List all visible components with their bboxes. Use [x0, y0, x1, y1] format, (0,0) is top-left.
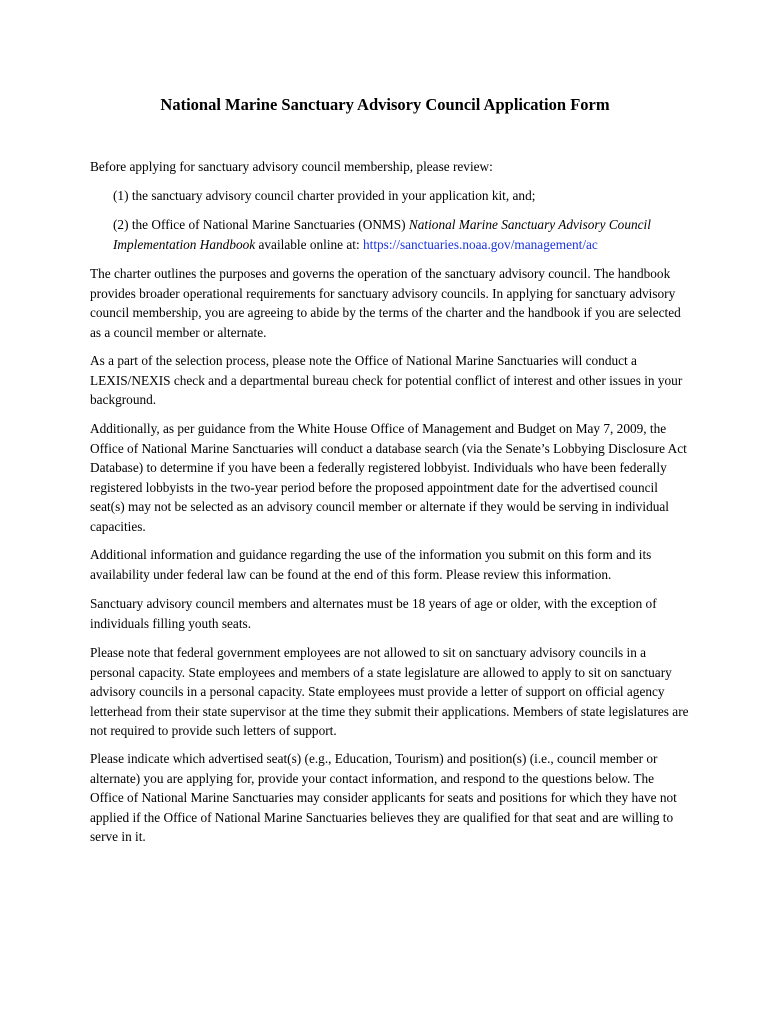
additional-info-paragraph: Additional information and guidance regarding the use of the information you submit on this form and its availability under federal law can be found at the end of this form. Please review this information.: [90, 547, 652, 582]
document-title: National Marine Sanctuary Advisory Council Application Form: [160, 95, 610, 114]
lobbyist-paragraph: Additionally, as per guidance from the White House Office of Management and Budget on May 7, 2009, the Office of National Marine Sanctuaries will conduct a database search (via the Senate’s Lobbying Disclosure Act Database) to determine if you have been a federally registered lobbyist. Individuals who have been federally registered lobbyists in the two-year period before the proposed appointment date for the advertised council seat(s) may not be selected as an advisory council member or alternate if they would be serving in individual capacities.: [90, 421, 687, 534]
seat-selection-paragraph: Please indicate which advertised seat(s) (e.g., Education, Tourism) and position(s) (i.e., council member or alternate) you are applying for, provide your contact information, and respond to the questions below. The Office of National Marine Sanctuaries may consider applicants for seats and positions for which they have not applied if the Office of National Marine Sanctuaries believes they are qualified for that seat and are willing to serve in it.: [90, 751, 677, 844]
handbook-item-prefix: (2) the Office of National Marine Sanctuaries (ONMS): [113, 217, 409, 232]
handbook-item-middle: available online at:: [255, 236, 363, 252]
review-item-handbook: [113, 215, 690, 254]
handbook-title: National Marine Sanctuary Advisory Council Implementation Handbook: [113, 217, 651, 252]
intro-paragraph: Before applying for sanctuary advisory council membership, please review:: [90, 159, 493, 174]
charter-paragraph: The charter outlines the purposes and governs the operation of the sanctuary advisory council. The handbook provides broader operational requirements for sanctuary advisory councils. In applying for sanctuary advisory council membership, you are agreeing to abide by the terms of the charter and the handbook if you are selected as a council member or alternate.: [90, 266, 681, 340]
selection-process-paragraph: As a part of the selection process, please note the Office of National Marine Sanctuaries will conduct a LEXIS/NEXIS check and a departmental bureau check for potential conflict of interest and other issues in your background.: [90, 353, 683, 407]
age-requirement-paragraph: Sanctuary advisory council members and alternates must be 18 years of age or older, with the exception of individuals filling youth seats.: [90, 596, 657, 631]
government-employees-paragraph: Please note that federal government employees are not allowed to sit on sanctuary advisory councils in a personal capacity. State employees and members of a state legislature are allowed to apply to sit on sanctuary advisory councils in a personal capacity. State employees must provide a letter of support on official agency letterhead from their state supervisor at the time they submit their applications. Members of state legislatures are not required to provide such letters of support.: [90, 645, 689, 738]
handbook-link[interactable]: https://sanctuaries.noaa.gov/management/ac: [363, 236, 598, 252]
review-item-charter: (1) the sanctuary advisory council charter provided in your application kit, and;: [113, 188, 536, 203]
